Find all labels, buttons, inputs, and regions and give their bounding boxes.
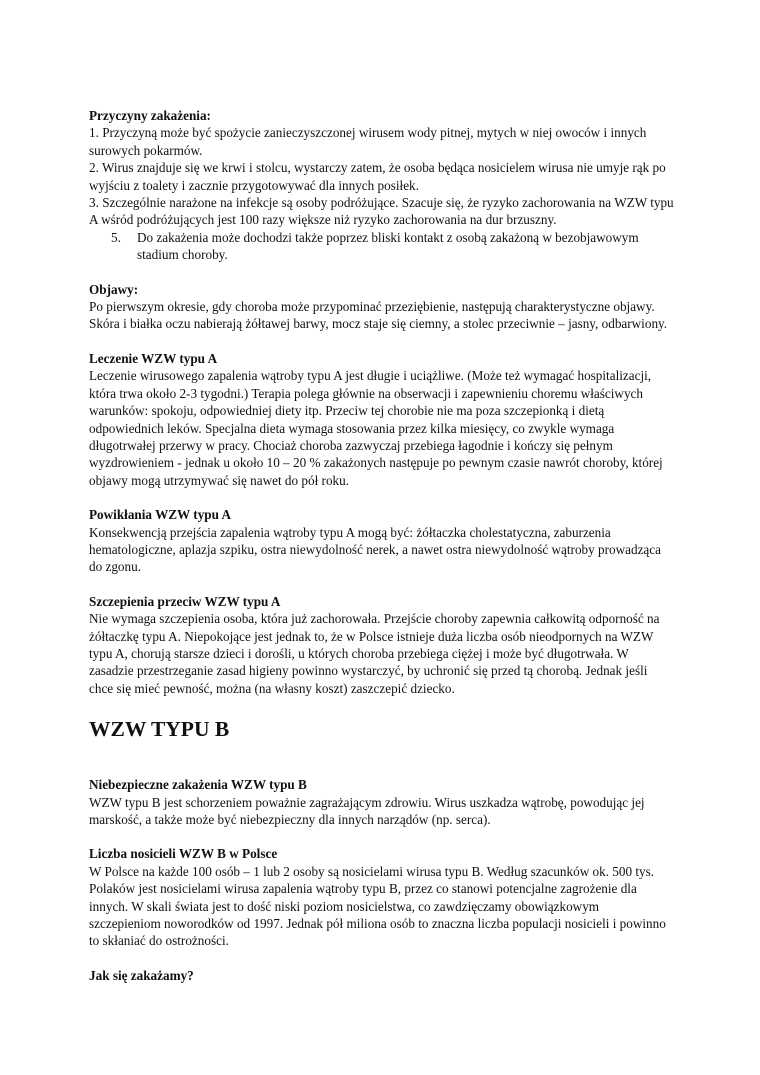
cause-item-5-number: 5. [111,229,121,245]
dangerous-section [89,776,674,828]
dangerous-heading: Niebezpieczne zakażenia WZW typu B [89,777,307,793]
vaccination-section [89,593,674,697]
treatment-heading: Leczenie WZW typu A [89,350,218,366]
cause-item-2: 2. Wirus znajduje się we krwi i stolcu, wystarczy zatem, że osoba będąca nosicielem wirusa nie umyje rąk po wyjściu z toalety i zacznie przygotowywać dla innych posiłek. [89,160,666,193]
vaccination-text: Nie wymaga szczepienia osoba, która już zachorowała. Przejście choroby zapewnia całkowitą odporność na żółtaczkę typu A. Niepokojące jest jednak to, że w Polsce istnieje duża liczba osób nieodpornych na WZW typu A, chorują starsze dzieci i dorośli, u których choroba przebiega ciężej i może być długotrwała. W zasadzie przestrzeganie zasad higieny powinno wystarczyć, by uchronić się przed tą chorobą. Jednak jeśli chce się mieć pewność, można (na własny koszt) zaszczepić dziecko. [89,611,660,696]
causes-heading: Przyczyny zakażenia: [89,108,211,123]
dangerous-text: WZW typu B jest schorzeniem poważnie zagrażającym zdrowiu. Wirus uszkadza wątrobę, powodując jej marskość, a także może być niebezpieczny dla innych narządów (np. serca). [89,794,645,827]
vaccination-heading: Szczepienia przeciw WZW typu A [89,593,281,609]
symptoms-text: Po pierwszym okresie, gdy choroba może przypominać przeziębienie, następują charakterystyczne objawy. Skóra i białka oczu nabierają żółtawej barwy, mocz staje się ciemny, a stolec przeciwnie – jasny, odbarwiony. [89,299,668,332]
symptoms-section [89,281,674,333]
cause-item-5-text: Do zakażenia może dochodzi także poprzez bliski kontakt z osobą zakażoną w bezobjawowym stadium choroby. [137,229,639,263]
complications-section [89,506,674,576]
causes-section [89,107,674,264]
cause-item-5 [89,229,674,264]
carriers-heading: Liczba nosicieli WZW B w Polsce [89,846,278,862]
treatment-text: Leczenie wirusowego zapalenia wątroby typu A jest długie i uciążliwe. (Może też wymagać hospitalizacji, która trwa około 2-3 tygodni.) Terapia polega głównie na obserwacji i zapewnieniu choremu właściwych warunków: spokoju, odpowiedniej diety itp. Przeciw tej chorobie nie ma poza szczepionką i dietą odpowiednich leków. Specjalna dieta wymaga stosowania przez kilka miesięcy, co zwykle wymaga długotrwałej przerwy w pracy. Chociaż choroba zazwyczaj przebiega łagodnie i kończy się pełnym wyzdrowieniem - jednak u około 10 – 20 % zakażonych następuje po pewnym czasie nawrót choroby, której objawy mogą utrzymywać się nawet do pół roku. [89,368,663,488]
cause-item-1: 1. Przyczyną może być spożycie zanieczyszczonej wirusem wody pitnej, mytych w niej owoców i innych surowych pokarmów. [89,125,647,158]
symptoms-heading: Objawy: [89,281,139,297]
how-infected-section [89,967,674,984]
cause-item-3: 3. Szczególnie narażone na infekcje są osoby podróżujące. Szacuje się, że ryzyko zachorowania na WZW typu A wśród podróżujących jest 100 razy większe niż ryzyko zachorowania na dur brzuszny. [89,195,674,228]
carriers-section [89,845,674,949]
complications-heading: Powikłania WZW typu A [89,507,232,523]
document-page [89,107,674,1001]
carriers-text: W Polsce na każde 100 osób – 1 lub 2 osoby są nosicielami wirusa typu B. Według szacunków ok. 500 tys. Polaków jest nosicielami wirusa zapalenia wątroby typu B, przez co stanowi potencjalne zagrożenie dla innych. W skali świata jest to dość niski poziom nosicielstwa, co zawdzięczamy obowiązkowym szczepieniom noworodków od 1997. Jednak pół miliona osób to znaczna liczba populacji nosicieli i powinno to skłaniać do ostrożności. [89,863,666,949]
treatment-section [89,350,674,489]
complications-text: Konsekwencją przejścia zapalenia wątroby typu A mogą być: żółtaczka cholestatyczna, zaburzenia hematologiczne, aplazja szpiku, ostra niewydolność nerek, a nawet ostra niewydolność wątroby prowadząca do zgonu. [89,524,661,575]
how-infected-heading: Jak się zakażamy? [89,967,194,983]
type-b-title: WZW TYPU B [89,717,230,742]
